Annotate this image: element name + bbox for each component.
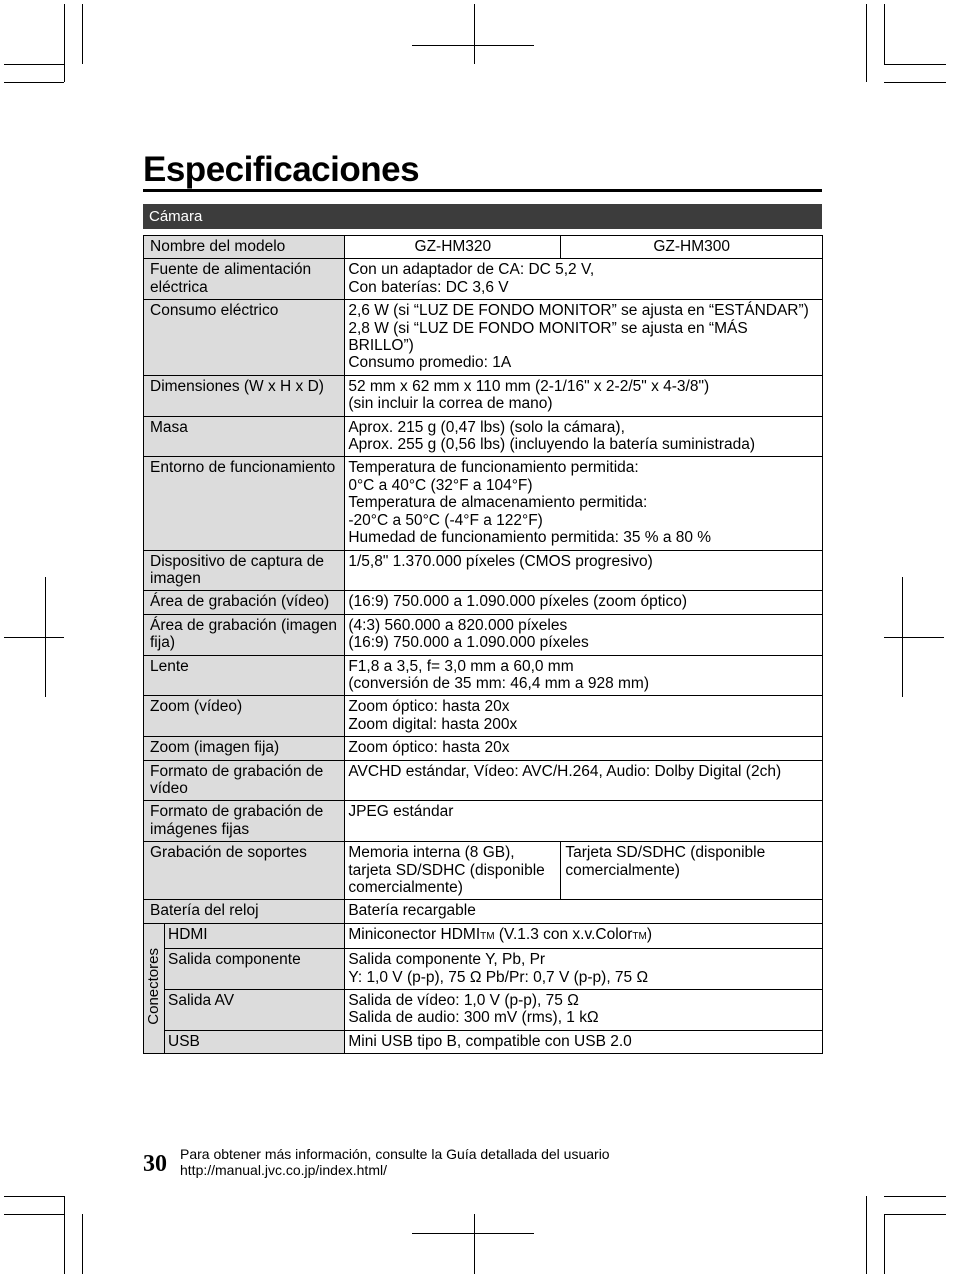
row-value: [345, 990, 823, 1031]
row-value: [345, 550, 823, 591]
row-value: [345, 737, 823, 760]
value-text: (V.1.3 con x.v.Color: [494, 925, 633, 943]
row-value: [345, 949, 823, 990]
value-line: (16:9) 750.000 a 1.090.000 píxeles: [348, 634, 589, 652]
row-label: Zoom (imagen fija): [144, 737, 345, 760]
table-row: [144, 900, 823, 923]
value-line: 52 mm x 62 mm x 110 mm (2-1/16" x 2-2/5" x 4-3/8"): [348, 377, 710, 395]
value-line: (sin incluir la correa de mano): [348, 395, 553, 413]
crop-mark: [884, 4, 885, 64]
value-line: Zoom digital: hasta 200x: [348, 715, 518, 733]
footer-line: Para obtener más información, consulte la Guía detallada del usuario: [180, 1146, 610, 1162]
crop-mark: [4, 637, 64, 638]
crop-mark: [82, 1214, 83, 1274]
row-value: Batería recargable: [345, 900, 823, 923]
table-row: [144, 696, 823, 737]
value-line: 2,8 W (si “LUZ DE FONDO MONITOR” se ajusta en “MÁS BRILLO”): [348, 319, 748, 355]
crop-mark: [884, 1214, 946, 1215]
row-label: Nombre del modelo: [144, 236, 345, 259]
row-value: [345, 760, 823, 801]
page-title: Especificaciones: [143, 150, 420, 189]
value-line: Salida componente Y, Pb, Pr: [348, 951, 546, 969]
connectors-label: Conectores: [145, 947, 163, 1025]
value-line: AVCHD estándar, Vídeo: AVC/H.264, Audio: Dolby Digital (2ch): [348, 762, 782, 780]
value-line: 2,6 W (si “LUZ DE FONDO MONITOR” se ajusta en “ESTÁNDAR”): [348, 302, 809, 320]
row-label: Grabación de soportes: [144, 842, 345, 900]
crop-mark: [4, 1214, 64, 1215]
model-name: GZ-HM300: [561, 236, 823, 259]
value-line: Con baterías: DC 3,6 V: [348, 278, 509, 296]
connectors-group-label: [144, 923, 165, 1053]
row-label: Formato de grabación de vídeo: [144, 760, 345, 801]
row-label: Salida AV: [165, 990, 345, 1031]
crop-mark: [64, 4, 65, 82]
row-label: Dispositivo de captura de imagen: [144, 550, 345, 591]
table-row: [144, 591, 823, 614]
title-rule: [143, 189, 822, 192]
page-number: 30: [143, 1151, 167, 1177]
table-row: [144, 923, 823, 948]
crop-mark: [884, 1214, 885, 1274]
row-value: Memoria interna (8 GB), tarjeta SD/SDHC (disponible comercialmente): [345, 842, 561, 900]
table-row: [144, 842, 823, 900]
table-row: [144, 614, 823, 655]
table-row: [144, 375, 823, 416]
value-line: Salida de audio: 300 mV (rms), 1 kΩ: [348, 1009, 599, 1027]
crop-mark: [412, 45, 534, 46]
row-value: Tarjeta SD/SDHC (disponible comercialmente): [561, 842, 823, 900]
row-value: [345, 923, 823, 948]
crop-mark: [412, 1233, 534, 1234]
row-label: HDMI: [165, 923, 345, 948]
row-value: [345, 801, 823, 842]
table-row: [144, 655, 823, 696]
crop-mark: [82, 4, 83, 64]
value-line: Zoom óptico: hasta 20x: [348, 739, 510, 757]
row-label: USB: [165, 1030, 345, 1053]
row-label: Área de grabación (vídeo): [144, 591, 345, 614]
row-value: [345, 655, 823, 696]
row-value: Mini USB tipo B, compatible con USB 2.0: [345, 1030, 823, 1053]
row-value: [345, 457, 823, 550]
table-row: [144, 457, 823, 550]
row-label: Batería del reloj: [144, 900, 345, 923]
crop-mark: [4, 64, 64, 65]
crop-mark: [866, 1196, 867, 1274]
row-label: Entorno de funcionamiento: [144, 457, 345, 550]
section-header: Cámara: [143, 204, 822, 229]
table-row: [144, 949, 823, 990]
row-label: Fuente de alimentación eléctrica: [144, 259, 345, 300]
table-row: [144, 760, 823, 801]
value-line: Y: 1,0 V (p-p), 75 Ω Pb/Pr: 0,7 V (p-p), 75 Ω: [348, 968, 649, 986]
row-label: Lente: [144, 655, 345, 696]
value-line: 0°C a 40°C (32°F a 104°F): [348, 476, 533, 494]
trademark-symbol: TM: [632, 930, 647, 942]
row-value: [345, 375, 823, 416]
crop-mark: [884, 637, 944, 638]
value-line: Con un adaptador de CA: DC 5,2 V,: [348, 261, 595, 279]
footer-url: http://manual.jvc.co.jp/index.html/: [180, 1162, 387, 1178]
table-row: [144, 990, 823, 1031]
value-line: Consumo promedio: 1A: [348, 354, 512, 372]
value-line: Humedad de funcionamiento permitida: 35 % a 80 %: [348, 529, 712, 547]
row-label: Zoom (vídeo): [144, 696, 345, 737]
row-label: Consumo eléctrico: [144, 300, 345, 376]
crop-mark: [474, 4, 475, 64]
crop-mark: [866, 4, 867, 82]
row-label: Formato de grabación de imágenes fijas: [144, 801, 345, 842]
table-row: [144, 259, 823, 300]
row-label: Área de grabación (imagen fija): [144, 614, 345, 655]
row-value: [345, 259, 823, 300]
crop-mark: [884, 1196, 946, 1197]
row-value: [345, 591, 823, 614]
crop-mark: [474, 1214, 475, 1274]
trademark-symbol: TM: [480, 930, 495, 942]
row-value: [345, 614, 823, 655]
value-line: JPEG estándar: [348, 803, 454, 821]
row-value: [345, 696, 823, 737]
table-row: [144, 1030, 823, 1053]
model-name: GZ-HM320: [345, 236, 561, 259]
value-text: ): [646, 925, 653, 943]
value-line: Temperatura de almacenamiento permitida:: [348, 494, 648, 512]
value-line: (conversión de 35 mm: 46,4 mm a 928 mm): [348, 674, 649, 692]
table-row: [144, 550, 823, 591]
row-label: Dimensiones (W x H x D): [144, 375, 345, 416]
row-value: [345, 300, 823, 376]
row-value: [345, 416, 823, 457]
spec-table: [143, 235, 823, 1054]
table-row: [144, 737, 823, 760]
value-line: Temperatura de funcionamiento permitida:: [348, 459, 639, 477]
value-line: -20°C a 50°C (-4°F a 122°F): [348, 511, 543, 529]
value-line: (4:3) 560.000 a 820.000 píxeles: [348, 616, 568, 634]
crop-mark: [4, 82, 64, 83]
crop-mark: [4, 1196, 64, 1197]
value-line: Aprox. 215 g (0,47 lbs) (solo la cámara),: [348, 418, 625, 436]
table-row: [144, 300, 823, 376]
value-line: F1,8 a 3,5, f= 3,0 mm a 60,0 mm: [348, 657, 574, 675]
crop-mark: [64, 1196, 65, 1274]
table-row: [144, 801, 823, 842]
value-line: Aprox. 255 g (0,56 lbs) (incluyendo la batería suministrada): [348, 436, 755, 454]
value-line: Salida de vídeo: 1,0 V (p-p), 75 Ω: [348, 992, 579, 1010]
value-line: (16:9) 750.000 a 1.090.000 píxeles (zoom óptico): [348, 593, 687, 611]
value-text: Miniconector HDMI: [348, 925, 481, 943]
table-row: [144, 416, 823, 457]
value-line: 1/5,8" 1.370.000 píxeles (CMOS progresivo): [348, 552, 653, 570]
crop-mark: [884, 82, 946, 83]
row-label: Salida componente: [165, 949, 345, 990]
crop-mark: [884, 64, 946, 65]
row-label: Masa: [144, 416, 345, 457]
value-line: Zoom óptico: hasta 20x: [348, 698, 510, 716]
table-row: [144, 236, 823, 259]
footer-note: [180, 1146, 610, 1178]
